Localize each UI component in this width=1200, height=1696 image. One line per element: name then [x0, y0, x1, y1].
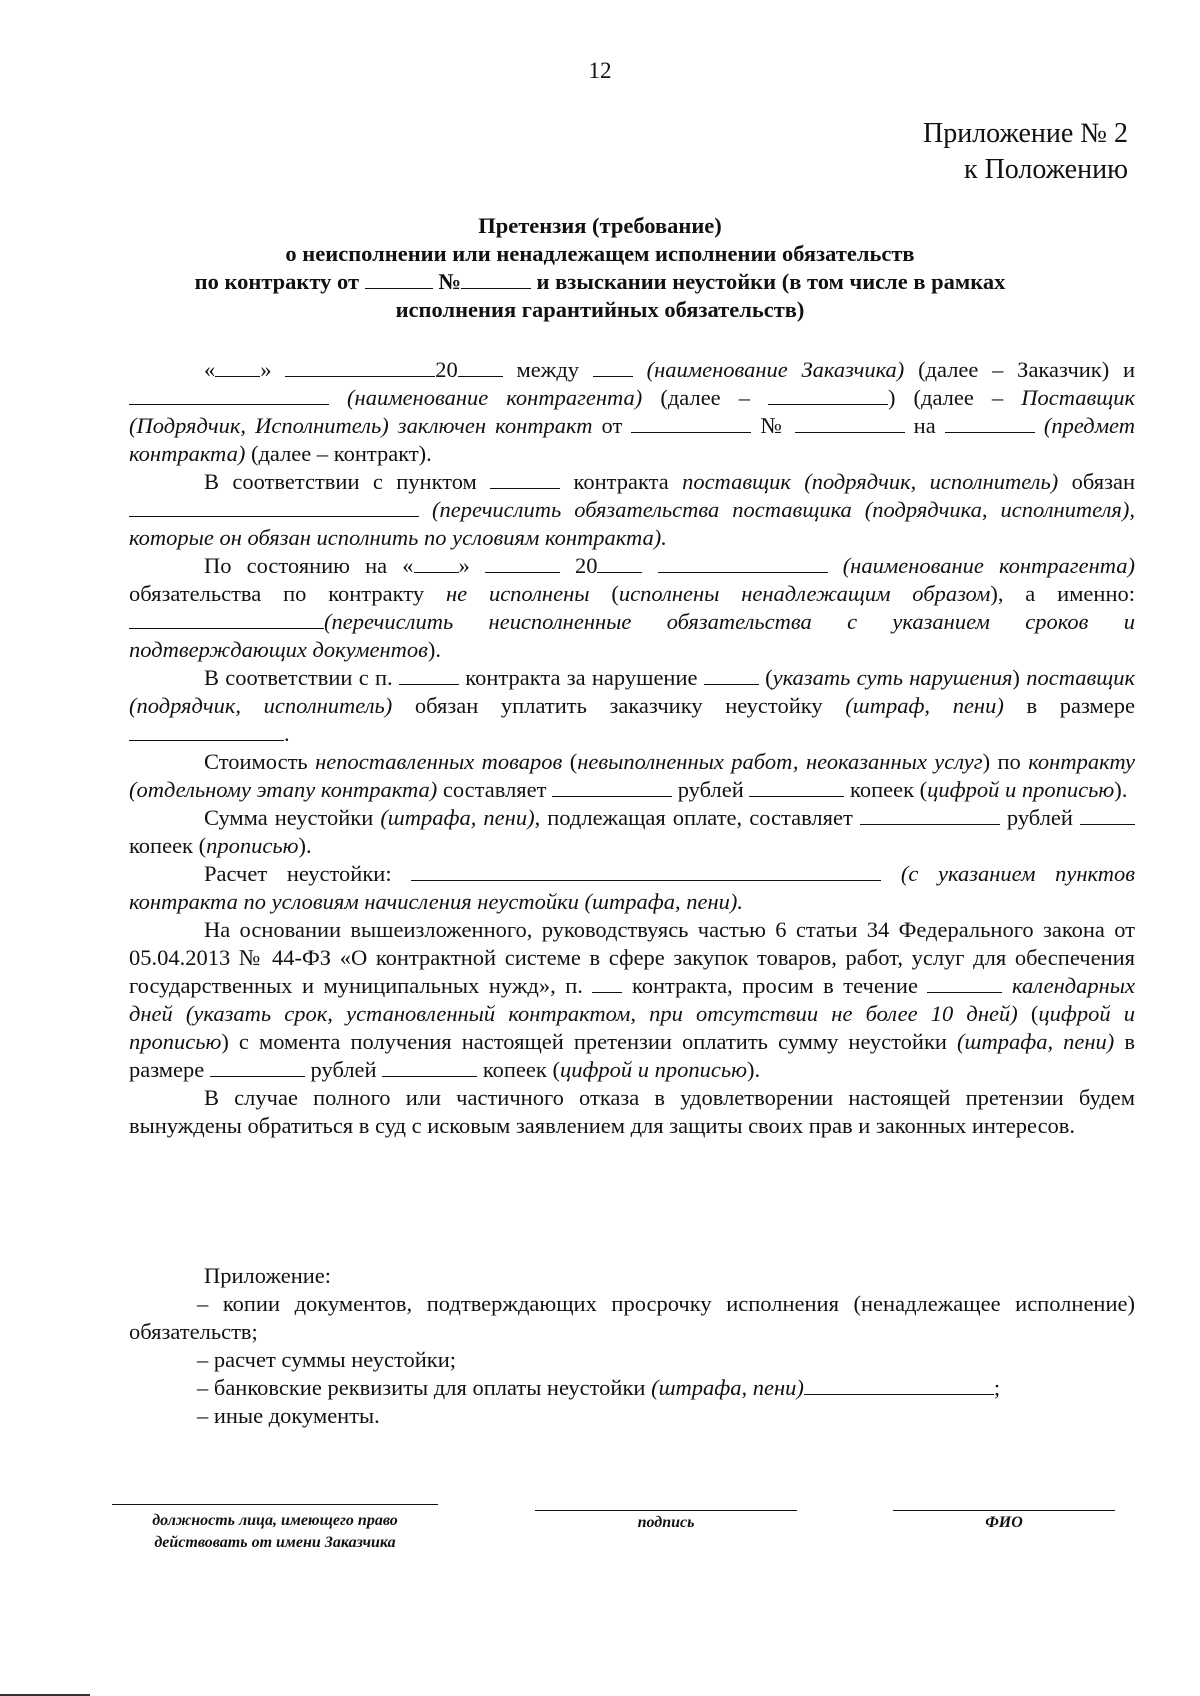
- status-year-blank[interactable]: [597, 554, 642, 573]
- p4-text-g: обязан уплатить заказчику неустойку: [392, 693, 846, 718]
- title-line-3a: по контракту от: [194, 269, 360, 294]
- title-line-2: о неисполнении или ненадлежащем исполнении обязательств: [285, 241, 915, 266]
- p5-close: ).: [1114, 777, 1128, 802]
- signature-label: подпись: [637, 1514, 695, 1531]
- obligations-hint: (перечислить обязательства поставщика (подрядчика, исполнителя), которые он обязан исполнить по условиям контракта).: [129, 497, 1135, 550]
- counterparty-blank[interactable]: [129, 386, 329, 405]
- contract-number-blank[interactable]: [461, 270, 531, 289]
- paragraph-demand: [129, 916, 1135, 1084]
- demand-kopecks-blank[interactable]: [382, 1058, 477, 1077]
- document-title: [100, 212, 1100, 324]
- unfulfilled-hint: (перечислить неисполненные обязательства с указанием сроков и подтверждающих документов: [129, 609, 1135, 662]
- p6-text-a: Сумма неустойки: [204, 805, 381, 830]
- demand-clause-blank[interactable]: [592, 974, 622, 993]
- penalty-sum-rubles-blank[interactable]: [860, 806, 1000, 825]
- further-text: (далее –: [642, 385, 769, 410]
- p4-period: .: [284, 721, 290, 746]
- unperformed-works-hint: невыполненных работ, неоказанных услуг: [577, 749, 983, 774]
- p3-text-a: По состоянию на «: [204, 553, 414, 578]
- p2-text-a: В соответствии с пунктом: [204, 469, 491, 494]
- on-text: на: [904, 413, 945, 438]
- p8-rubles: рублей: [304, 1057, 383, 1082]
- p8-text-a: На основании вышеизложенного, руководствуясь частью 6 статьи 34 Федерального закона от 05.04.2013 № 44-ФЗ «О контрактной системе в сфере закупок товаров, работ, услуг для обеспечения государственных и муниципальных нужд», п.: [129, 917, 1135, 998]
- day-blank[interactable]: [215, 358, 260, 377]
- p2-text-d: обязан: [1058, 469, 1135, 494]
- status-day-blank[interactable]: [414, 554, 459, 573]
- obligations-blank[interactable]: [129, 498, 419, 517]
- p3-text-i: ), а именно:: [990, 581, 1135, 606]
- cost-rubles-blank[interactable]: [552, 778, 672, 797]
- paragraph-penalty-clause: [129, 664, 1135, 748]
- calculation-blank[interactable]: [411, 862, 881, 881]
- title-line-3c: и взыскании неустойки (в том числе в рамках: [536, 269, 1006, 294]
- full-name-label: ФИО: [985, 1514, 1023, 1531]
- claim-body: [129, 356, 1135, 1140]
- p4-text-b: контракта за нарушение: [458, 665, 704, 690]
- appendix-header: [923, 116, 1128, 188]
- p5-text-a: Стоимость: [204, 749, 316, 774]
- supplier-definition: Поставщик (Подрядчик, Исполнитель) заключен контракт: [129, 385, 1136, 438]
- position-label: должность лица, имеющего право действовать от имени Заказчика: [152, 1512, 398, 1551]
- page-number: 12: [588, 58, 612, 83]
- p5-text-e: ) по: [982, 749, 1029, 774]
- counterparty-name-hint: (наименование контрагента): [347, 385, 643, 410]
- p8-paren: (: [1017, 1001, 1039, 1026]
- p2-supplier-hint: поставщик (подрядчик, исполнитель): [682, 469, 1059, 494]
- number-sign: №: [751, 413, 795, 438]
- demand-rubles-blank[interactable]: [210, 1058, 305, 1077]
- p3-counterparty-hint: (наименование контрагента): [842, 553, 1135, 578]
- p6-penalty-hint: (штрафа, пени): [380, 805, 535, 830]
- contract-number-field[interactable]: [795, 414, 905, 433]
- title-line-3: [100, 268, 1100, 296]
- full-name-line[interactable]: [893, 1510, 1115, 1511]
- signature-line[interactable]: [535, 1510, 797, 1511]
- paragraph-cost: [129, 748, 1135, 804]
- p5-digits-words-hint: цифрой и прописью: [927, 777, 1115, 802]
- p8-text-h: в размере: [129, 1029, 1136, 1082]
- customer-definition: (далее – Заказчик) и: [904, 357, 1136, 382]
- p6-words-hint: прописью: [206, 833, 299, 858]
- bank-details-blank[interactable]: [804, 1376, 994, 1395]
- p6-kopecks: копеек (: [129, 833, 207, 858]
- attachment-item-3-hint: (штрафа, пени): [651, 1375, 804, 1400]
- attachment-item-3-text: – банковские реквизиты для оплаты неустойки: [197, 1375, 652, 1400]
- subject-blank[interactable]: [945, 414, 1035, 433]
- undelivered-goods-hint: непоставленных товаров: [315, 749, 563, 774]
- from-text: от: [592, 413, 632, 438]
- p3-text-b: »: [458, 553, 485, 578]
- attachments-heading: Приложение:: [204, 1263, 332, 1288]
- attachments-section: [129, 1262, 1135, 1430]
- p8-close: ).: [747, 1057, 761, 1082]
- title-line-1: Претензия (требование): [478, 213, 722, 238]
- paragraph-obligations: [129, 468, 1135, 552]
- paragraph-status: [129, 552, 1135, 664]
- status-counterparty-blank[interactable]: [658, 554, 828, 573]
- p3-text-e: обязательства по контракту: [129, 581, 446, 606]
- p7-text-a: Расчет неустойки:: [204, 861, 412, 886]
- p6-text-c: , подлежащая оплате, составляет: [534, 805, 860, 830]
- quote-close: »: [260, 357, 272, 382]
- appendix-line-2: к Положению: [963, 154, 1128, 185]
- appendix-line-1: Приложение № 2: [923, 118, 1128, 149]
- not-fulfilled-text: не исполнены: [445, 581, 590, 606]
- contract-date-blank[interactable]: [365, 270, 433, 289]
- status-month-blank[interactable]: [485, 554, 560, 573]
- further-text-2: ) (далее –: [888, 385, 1022, 410]
- penalty-amount-blank[interactable]: [129, 722, 284, 741]
- p5-text-g: составляет: [437, 777, 553, 802]
- customer-blank[interactable]: [593, 358, 633, 377]
- p6-rubles: рублей: [999, 805, 1080, 830]
- p8-digits-words-hint: цифрой и прописью: [129, 1001, 1136, 1054]
- p8-digits-words-hint-2: цифрой и прописью: [559, 1057, 748, 1082]
- between-text: между: [502, 357, 593, 382]
- attachment-item-1: – копии документов, подтверждающих просрочку исполнения (ненадлежащее исполнение) обязательств;: [129, 1291, 1135, 1344]
- p5-paren: (: [562, 749, 578, 774]
- paragraph-calculation: [129, 860, 1135, 916]
- contract-stage-hint: контракту (отдельному этапу контракта): [129, 749, 1135, 802]
- calculation-hint: (с указанием пунктов контракта по условиям начисления неустойки (штрафа, пени).: [129, 861, 1135, 914]
- attachment-item-2: – расчет суммы неустойки;: [197, 1347, 457, 1372]
- p4-paren: (: [758, 665, 773, 690]
- year-prefix: 20: [435, 357, 458, 382]
- p2-text-b: контракта: [560, 469, 683, 494]
- penalty-clause-blank[interactable]: [399, 666, 459, 685]
- p5-rubles: рублей: [672, 777, 750, 802]
- penalty-sum-kopecks-blank[interactable]: [1080, 806, 1135, 825]
- position-signature-line[interactable]: [112, 1504, 438, 1505]
- clause-blank[interactable]: [490, 470, 560, 489]
- p8-text-f: ) с момента получения настоящей претензии оплатить сумму неустойки: [221, 1029, 958, 1054]
- title-line-4: исполнения гарантийных обязательств): [395, 297, 805, 322]
- year-blank[interactable]: [458, 358, 503, 377]
- paragraph-penalty-sum: [129, 804, 1135, 860]
- p4-text-i: в размере: [1003, 693, 1136, 718]
- counterparty-short-blank[interactable]: [768, 386, 888, 405]
- p8-penalty-hint: (штрафа, пени): [957, 1029, 1115, 1054]
- cost-kopecks-blank[interactable]: [749, 778, 844, 797]
- days-hint: календарных дней (указать срок, установленный контрактом, при отсутствии не более 10 дней): [129, 973, 1136, 1026]
- p8-text-b: контракта, просим в течение: [622, 973, 928, 998]
- p3-text-k: ).: [427, 637, 442, 662]
- month-blank[interactable]: [285, 358, 435, 377]
- p4-text-e: ): [1012, 665, 1027, 690]
- p4-penalty-hint: (штраф, пени): [845, 693, 1004, 718]
- attachment-item-3: [129, 1374, 1135, 1402]
- p6-close: ).: [298, 833, 312, 858]
- p4-supplier-hint: поставщик (подрядчик, исполнитель): [129, 665, 1136, 718]
- customer-name-hint: (наименование Заказчика): [646, 357, 905, 382]
- improperly-fulfilled-text: исполнены ненадлежащим образом: [618, 581, 991, 606]
- p8-kopecks: копеек (: [477, 1057, 560, 1082]
- p3-paren: (: [589, 581, 619, 606]
- p3-year: 20: [559, 553, 598, 578]
- contract-date-field[interactable]: [631, 414, 751, 433]
- days-blank[interactable]: [927, 974, 1002, 993]
- contract-definition: (далее – контракт).: [245, 441, 432, 466]
- paragraph-parties: [129, 356, 1135, 468]
- violation-hint: указать суть нарушения: [772, 665, 1013, 690]
- p5-kopecks: копеек (: [844, 777, 928, 802]
- violation-blank[interactable]: [704, 666, 759, 685]
- p4-text-a: В соответствии с п.: [204, 665, 399, 690]
- contract-subject-hint: (предмет контракта): [129, 413, 1135, 466]
- attachment-item-4: – иные документы.: [197, 1403, 380, 1428]
- unfulfilled-blank[interactable]: [129, 610, 324, 629]
- attachment-item-3-end: ;: [993, 1375, 1001, 1400]
- paragraph-court: В случае полного или частичного отказа в удовлетворении настоящей претензии будем вынуждены обратиться в суд с исковым заявлением для защиты своих прав и законных интересов.: [129, 1085, 1135, 1138]
- title-number-sign: №: [438, 269, 461, 294]
- quote-open: «: [204, 357, 216, 382]
